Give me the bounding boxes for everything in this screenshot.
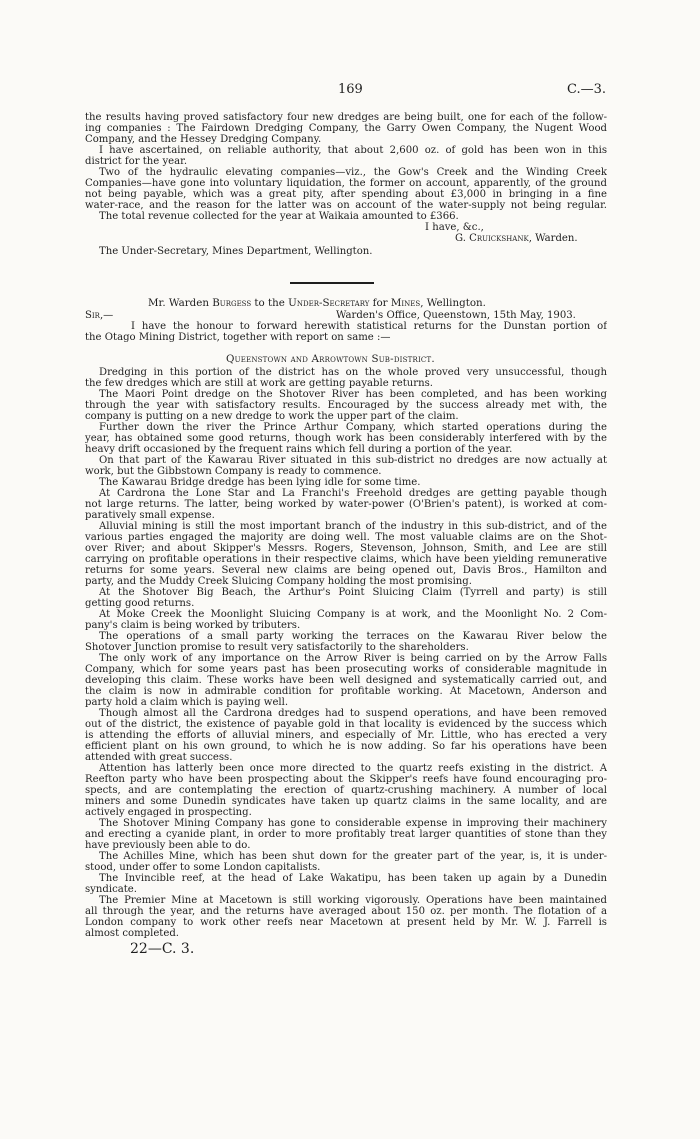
text-line: The Achilles Mine, which has been shut down for the greater part of the year, is, it is under- [99,851,607,862]
text-line: returns for some years. Several new claims are being opened out, Davis Bros., Hamilton and [85,565,607,576]
heading-dept: Mines [390,297,421,309]
text-line: Company, which for some years past has been prosecuting works of considerable magnitude in [85,664,607,675]
text-line: I have ascertained, on reliable authority, that about 2,600 oz. of gold has been won in this [99,145,607,156]
text-line: through the year with satisfactory results. Encouraged by the success already met with, the [85,400,607,411]
text-line: not large returns. The latter, being worked by water-power (O'Brien's patent), is worked at com- [85,499,607,510]
section-divider [290,282,374,284]
text-line: stood, under offer to some London capitalists. [85,862,321,873]
text-line: the results having proved satisfactory four new dredges are being built, one for each of the follow- [85,112,607,123]
text-line: out of the district, the existence of payable gold in that locality is evidenced by the success which [85,719,607,730]
text-line: At the Shotover Big Beach, the Arthur's Point Sluicing Claim (Tyrrell and party) is still [99,587,607,598]
text-line: The operations of a small party working the terraces on the Kawarau River below the [99,631,607,642]
page-number: 169 [338,82,363,97]
text-line: syndicate. [85,884,137,895]
subdistrict-heading: Queenstown and Arrowtown Sub-district. [226,353,435,365]
text-line: developing this claim. These works have been well designed and systematically carried out, and [85,675,607,686]
text-line: Though almost all the Cardrona dredges had to suspend operations, and have been removed [99,708,607,719]
text-line: I have the honour to forward herewith statistical returns for the Dunstan portion of [131,321,607,332]
text-line: The Kawarau Bridge dredge has been lying idle for some time. [99,477,421,488]
text-line: almost completed. [85,928,180,939]
document-reference: C.—3. [567,82,607,97]
text-line: and erecting a cyanide plant, in order to more profitably treat larger quantities of stone than they [85,829,607,840]
text-line: actively engaged in prospecting. [85,807,252,818]
text-line: miners and some Dunedin syndicates have taken up quartz claims in the same locality, and are [85,796,607,807]
text-line: Attention has latterly been once more directed to the quartz reefs existing in the district. A [99,763,607,774]
text-line: heavy drift occasioned by the frequent rains which fell during a portion of the year. [85,444,513,455]
text-line: carrying on profitable operations in their respective claims, which have been yielding remunerative [85,554,607,565]
text-line: have previously been able to do. [85,840,251,851]
signature-name: G. Cruickshank [455,233,529,244]
text-line: paratively small expense. [85,510,215,521]
text-line: efficient plant on his own ground, to which he is now adding. So far his operations have been [85,741,607,752]
text-line: getting good returns. [85,598,195,609]
text-line: water-race, and the reason for the latter was on account of the water-supply not being regular. [85,200,607,211]
text-line: the claim is now in admirable condition for profitable working. At Macetown, Anderson and [85,686,607,697]
text-line: Two of the hydraulic elevating companies—viz., the Gow's Creek and the Winding Creek [99,167,607,178]
text-line: Shotover Junction promise to result very satisfactorily to the shareholders. [85,642,469,653]
text-line: Reefton party who have been prospecting about the Skipper's reefs have found encouraging pro- [85,774,607,785]
closing: I have, &c., [425,222,484,233]
text-line: The total revenue collected for the year at Waikaia amounted to £366. [99,211,459,222]
text-line: London company to work other reefs near Macetown at present held by Mr. W. J. Farrell is [85,917,607,928]
text-line: the few dredges which are still at work are getting payable returns. [85,378,433,389]
text-line: party, and the Muddy Creek Sluicing Company holding the most promising. [85,576,472,587]
text-line: all through the year, and the returns have averaged about 150 oz. per month. The flotation of a [85,906,607,917]
text-line: On that part of the Kawarau River situated in this sub-district no dredges are now actually at [99,455,607,466]
text-line: The Maori Point dredge on the Shotover River has been completed, and has been working [99,389,607,400]
text-line: over River; and about Skipper's Messrs. Rogers, Stevenson, Johnson, Smith, and Lee are still [85,543,607,554]
text-line: Companies—have gone into voluntary liquidation, the former on account, apparently, of the ground [85,178,607,189]
letter-heading [148,297,486,309]
heading-text: for [369,297,391,309]
text-line: party hold a claim which is paying well. [85,697,289,708]
text-line: ing companies : The Fairdown Dredging Company, the Garry Owen Company, the Nugent Wood [85,123,607,134]
text-line: spects, and are contemplating the erection of quartz-crushing machinery. A number of local [85,785,607,796]
text-line: Company, and the Hessey Dredging Company. [85,134,322,145]
text-line: work, but the Gibbstown Company is ready to commence. [85,466,382,477]
text-line: Alluvial mining is still the most important branch of the industry in this sub-district, and of the [99,521,607,532]
footer-reference: 22—C. 3. [130,941,195,957]
text-line: pany's claim is being worked by tributers. [85,620,301,631]
heading-to: Under-Secretary [288,297,370,309]
text-line: not being payable, which was a great pity, after spending about £3,000 in bringing in a fine [85,189,607,200]
text-line: The Invincible reef, at the head of Lake Wakatipu, has been taken up again by a Dunedin [99,873,607,884]
heading-from: Burgess [212,297,252,309]
office-date: Warden's Office, Queenstown, 15th May, 1903. [336,310,576,321]
heading-text: , Wellington. [420,297,486,309]
text-line: attended with great success. [85,752,233,763]
text-line: Further down the river the Prince Arthur Company, which started operations during the [99,422,607,433]
text-line: The only work of any importance on the Arrow River is being carried on by the Arrow Falls [99,653,607,664]
heading-text: Mr. Warden [148,297,213,309]
signature [455,233,578,244]
signature-title: , Warden. [528,233,578,244]
text-line: company is putting on a new dredge to work the upper part of the claim. [85,411,459,422]
text-line: the Otago Mining District, together with report on same :— [85,332,391,343]
addressee: The Under-Secretary, Mines Department, Wellington. [99,246,373,257]
text-line: is attending the efforts of alluvial miners, and especially of Mr. Little, who has erected a very [85,730,607,741]
heading-text: to the [251,297,289,309]
text-line: district for the year. [85,156,188,167]
text-line: At Moke Creek the Moonlight Sluicing Company is at work, and the Moonlight No. 2 Com- [99,609,607,620]
text-line: At Cardrona the Lone Star and La Franchi's Freehold dredges are getting payable though [99,488,607,499]
text-line: Dredging in this portion of the district has on the whole proved very unsuccessful, though [99,367,607,378]
salutation: Sir,— [85,310,114,321]
text-line: year, has obtained some good returns, though work has been considerably interfered with by the [85,433,607,444]
text-line: The Shotover Mining Company has gone to considerable expense in improving their machinery [99,818,607,829]
text-line: The Premier Mine at Macetown is still working vigorously. Operations have been maintained [99,895,607,906]
text-line: various parties engaged the majority are doing well. The most valuable claims are on the Shot- [85,532,607,543]
